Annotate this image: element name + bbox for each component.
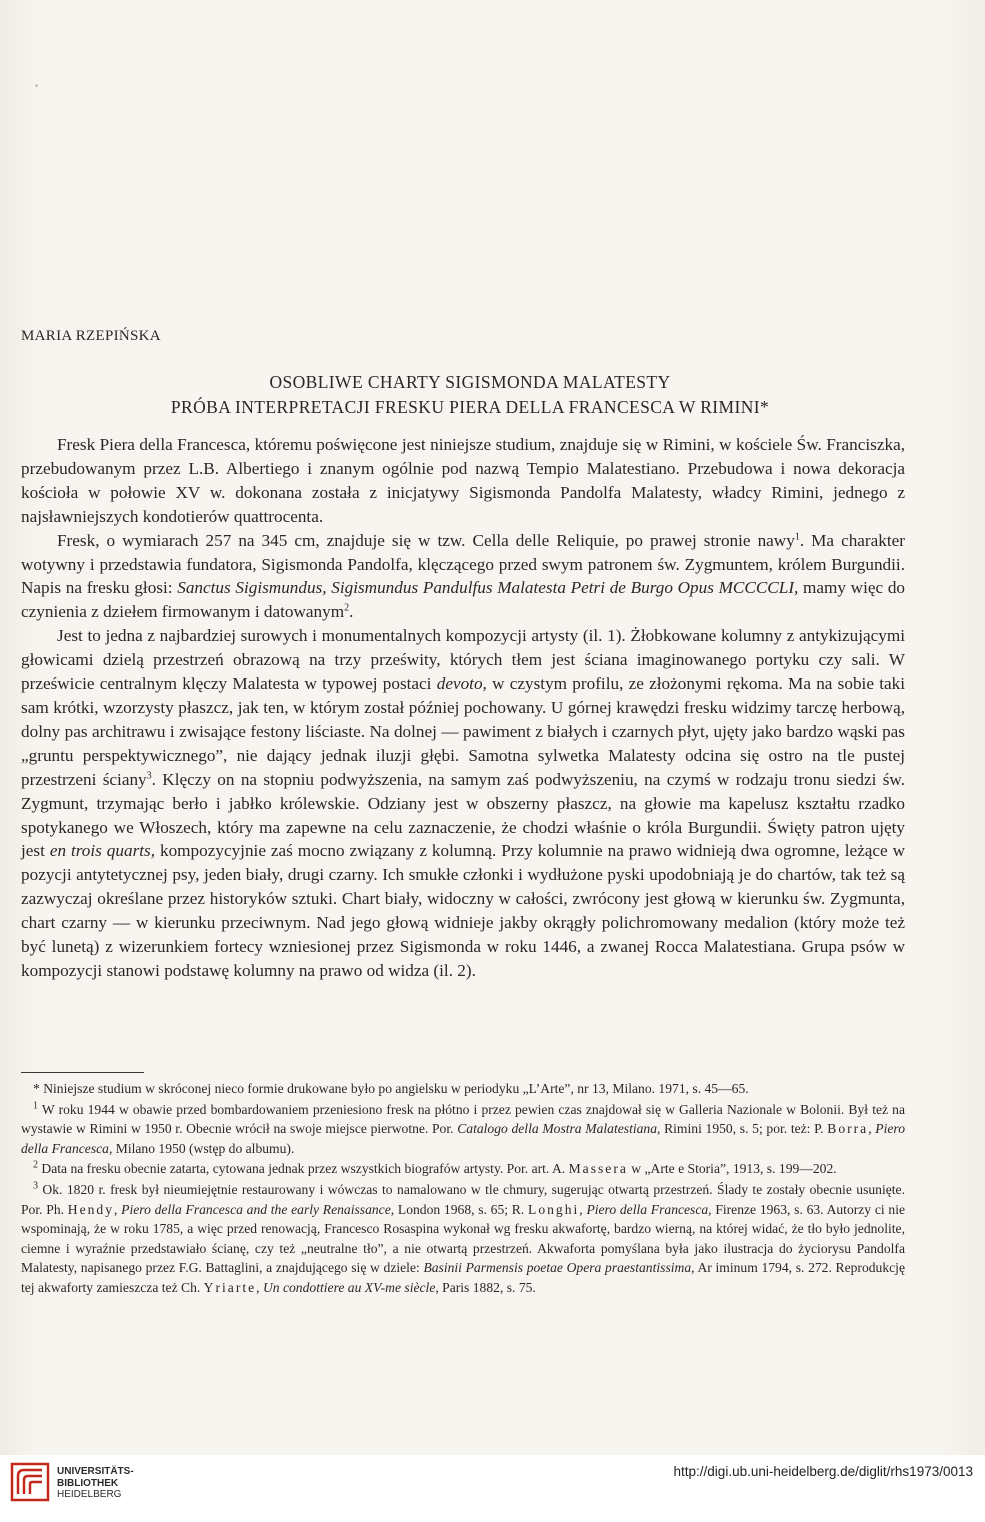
footnote-author: Borra [827,1121,869,1137]
footnote-author: Yriarte [203,1279,257,1295]
footnote-3 [21,1180,905,1298]
footnote-text: Ok. 1820 r. fresk był nieumiejętnie restaurowany i wówczas to namalowano w tle chmury, sugerując otwartą przestrzeń. Ślady te zostały obecnie usunięte. Por. Ph. [21,1181,905,1217]
paragraph-3-text: w czystym profilu, ze złożonymi rękoma. Ma na sobie taki sam krótki, wzorzysty płaszcz, jak ten, w którym został później pochowany. U górnej krawędzi fresku widzimy tarczę herbową, dolny pas architrawu i zwisające festony liściaste. Na dolnej — pawiment z białych i czarnych płyt, ujęty jako bardzo wąski pas „gruntu perspektywicznego”, nie dający jednak iluzji głębi. Samotna sylwetka Malatesty odcina się ostro na tle pustej przestrzeni ściany [21,674,905,789]
paragraph-2-text: . Ma charakter wotywny i przedstawia fundatora, Sigismonda Pandolfa, klęczącego przed swym patronem św. Zygmuntem, królem Burgundii. Napis na fresku głosi: [21,530,905,598]
paragraph-3-text: Jest to jedna z najbardziej surowych i monumentalnych kompozycji artysty (il. 1). Żłobkowane kolumny z antykizującymi głowicami dzielą przestrzeń obrazową na trzy prześwity, których tłem jest ściana imaginowanego portyku czy sali. W prześwicie centralnym klęczy Malatesta w typowej postaci [21,626,905,694]
article-title: OSOBLIWE CHARTY SIGISMONDA MALATESTY [269,372,671,392]
article-subtitle: PRÓBA INTERPRETACJI FRESKU PIERA DELLA FRANCESCA W RIMINI* [170,397,770,417]
footnotes [21,1079,905,1299]
library-name-line2: BIBLIOTHEK [57,1477,119,1489]
footnote-title: Un condottiere au XV-me siècle, [262,1279,439,1295]
footnote-ref-3[interactable]: 3 [146,769,152,781]
article-body [21,433,905,983]
paragraph-1: Fresk Piera della Francesca, któremu poświęcone jest niniejsze studium, znajduje się w Rimini, w kościele Św. Franciszka, przebudowanym przez L.B. Albertiego i znanym ogólnie pod nazwą Tempio Malatestiano. Przebudowa i nowa dekoracja kościoła w połowie XV w. dokonana została z inicjatywy Sigismonda Pandolfa Malatesty, władcy Rimini, jednego z najsławniejszych kondotierów quattrocenta. [21,435,905,526]
footnote-author: Longhi [528,1201,580,1217]
paragraph-2-text: Fresk, o wymiarach 257 na 345 cm, znajduje się w tzw. Cella delle Reliquie, po prawej stronie nawy [57,530,795,550]
paragraph-2-text: mamy więc do czynienia z dziełem firmowanym i datowanym [21,578,906,622]
footnote-text: , [579,1201,587,1217]
italic-term: devoto, [436,674,487,694]
footnote-marker: 2 [33,1159,38,1171]
paragraph-3-text: . Klęczy on na stopniu podwyższenia, na samym zaś podwyższeniu, na czymś w rodzaju tronu siedzi św. Zygmunt, trzymając berło i jabłko królewskie. Odziany jest w obszerny płaszcz, na głowie ma kapelusz kształtu rzadko spotykanego we Włoszech, który ma zapewne na celu zaznaczenie, że chodzi właśnie o króla Burgundii. Święty patron ujęty jest [21,769,905,861]
footnote-marker: 3 [33,1180,38,1192]
footnote-text: , [868,1121,876,1137]
footnote-text: , [256,1279,263,1295]
footnote-text: , [114,1201,122,1217]
footnote-text: Milano 1950 (wstęp do albumu). [112,1140,295,1156]
footnote-title: Basinii Parmensis poetae Opera praestantissima, [423,1260,695,1276]
paragraph-3 [21,624,905,983]
footnote-2 [21,1159,905,1179]
footnote-title: Piero della Francesca and the early Renaissance, [121,1201,395,1217]
footnote-author: Massera [568,1161,628,1177]
footnote-ref-1[interactable]: 1 [794,530,800,542]
inscription-quote: Sanctus Sigismundus, Sigismundus Pandulfus Malatesta Petri de Burgo Opus MCCCCLI, [177,578,799,598]
library-name-line3: HEIDELBERG [57,1489,122,1500]
footnote-text: W roku 1944 w obawie przed bombardowaniem przeniesiono fresk na płótno i przez pewien czas znajdował się w Galleria Nazionale w Bolonii. Był też na wystawie w Rimini w 1950 r. Obecnie wrócił na swoje miejsce pierwotne. Por. [21,1101,905,1137]
footnote-title: Piero della Francesca, [586,1201,712,1217]
footnote-text: Ar iminum 1794, s. 272. Reprodukcję tej akwaforty zamieszcza też Ch. [21,1260,905,1295]
footnote-text: Firenze 1963, s. 63. Autorzy ci nie wspominają, że w roku 1785, a więc przed renowacją, Francesco Rosaspina wykonał wg fresku akwafortę, bardzo wierną, na której widać, że tło było jednolite, ciemne i wyraźnie przedstawiało ścianę, czy też „neutralne tło”, a nie otwartą przestrzeń. Akwaforta pomyślana była jako ilustracja do życiorysu Pandolfa Malatesty, napisanego przez F.G. Battaglini, a znajdującego się w dziele: [21,1201,906,1276]
footnote-marker: 1 [33,1100,38,1112]
library-name-line1: UNIVERSITÄTS- [57,1466,134,1477]
footnote-text: Rimini 1950, s. 5; por. też: P. [660,1121,828,1137]
paragraph-2 [21,529,905,625]
author-name: MARIA RZEPIŃSKA [21,328,161,344]
footnote-1 [21,1100,905,1159]
library-logo-icon[interactable] [8,1460,52,1504]
footnote-text: Paris 1882, s. 75. [438,1279,536,1295]
page-url-link[interactable]: http://digi.ub.uni-heidelberg.de/diglit/rhs1973/0013 [673,1464,973,1479]
paragraph-2-text: . [349,602,354,622]
italic-term: en trois quarts, [49,841,156,861]
footnote-author: Hendy [67,1201,115,1217]
scan-speck [35,84,38,87]
footnote-text: w „Arte e Storia”, 1913, s. 199—202. [627,1161,837,1177]
library-name[interactable] [57,1466,134,1501]
footnote-ref-2[interactable]: 2 [344,602,350,614]
footnote-title: Piero della Francesca, [21,1121,905,1156]
footnote-star: * Niniejsze studium w skróconej nieco formie drukowane było po angielsku w periodyku „L’Arte”, nr 13, Milano. 1971, s. 45—65. [33,1081,749,1096]
footnote-text: London 1968, s. 65; R. [394,1201,529,1217]
paragraph-3-text: kompozycyjnie zaś mocno związany z kolumną. Przy kolumnie na prawo widnieją dwa ogromne, leżące w pozycji antytetycznej psy, jeden biały, drugi czarny. Ich smukłe członki i wydłużone pyski upodobniają je do chartów, tak też są zazwyczaj określane przez historyków sztuki. Chart biały, widoczny w całości, zwrócony jest głową w kierunku św. Zygmunta, chart czarny — w kierunku przeciwnym. Nad jego głową widnieje jakby okrągły polichromowany medalion (który może też być lunetą) z wizerunkiem fortecy wzniesionej przez Sigismonda w roku 1446, a zwanej Rocca Malatestiana. Grupa psów w kompozycji stanowi podstawę kolumny na prawo od widza (il. 2). [21,841,905,980]
footnote-title: Catalogo della Mostra Malatestiana, [457,1121,661,1137]
footnote-divider [21,1072,144,1073]
footnote-text: Data na fresku obecnie zatarta, cytowana jednak przez wszystkich biografów artysty. Por. art. A. [38,1161,569,1177]
